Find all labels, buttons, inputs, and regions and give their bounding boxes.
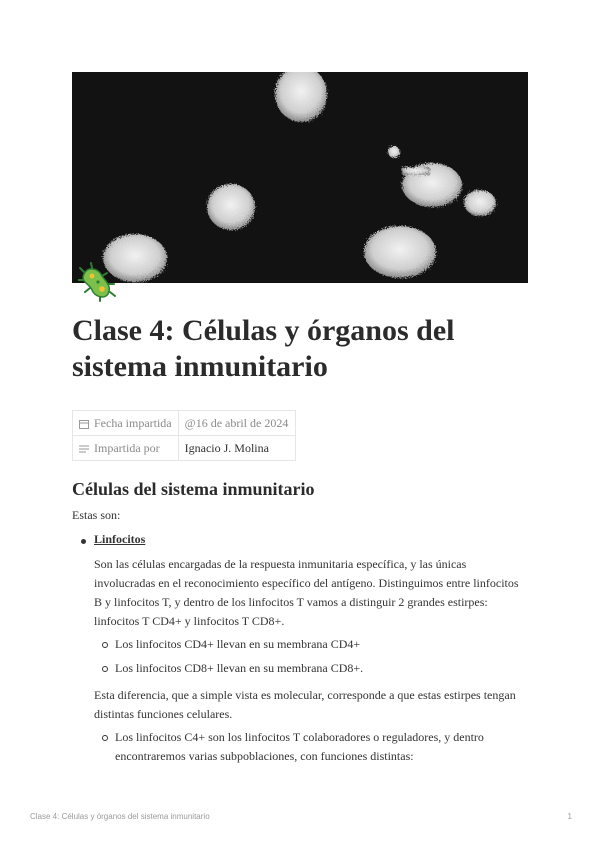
bullet-circle [102, 735, 108, 741]
paragraph-line: Son las células encargadas de la respuesta inmunitaria específica, y las únicas [94, 557, 467, 571]
paragraph-line: linfocitos T CD4+ y linfocitos T CD8+. [94, 614, 285, 628]
property-label: Fecha impartida [94, 415, 172, 430]
page-title: Clase 4: Células y órganos del sistema inmunitario [72, 314, 455, 383]
microscope-cells-image [72, 72, 528, 283]
bullet-circle [102, 642, 108, 648]
property-row [73, 411, 296, 436]
paragraph-line: distintas funciones celulares. [94, 707, 233, 721]
sub-bullet-c4-line: Los linfocitos C4+ son los linfocitos T colaboradores o reguladores, y dentro [115, 730, 484, 744]
microbe-icon [78, 262, 118, 302]
page-number: 1 [567, 812, 572, 821]
sub-bullet-cd4: Los linfocitos CD4+ llevan en su membrana CD4+ [115, 637, 361, 651]
property-value: Ignacio J. Molina [178, 436, 295, 461]
calendar-icon [79, 419, 89, 429]
sub-bullet-cd8: Los linfocitos CD8+ llevan en su membrana CD8+. [115, 661, 364, 675]
property-label: Impartida por [94, 440, 160, 455]
property-row [73, 436, 296, 461]
bullet-circle [102, 666, 108, 672]
sub-bullet-c4-line: encontraremos varias subpoblaciones, con funciones distintas: [115, 749, 414, 763]
paragraph-line: Esta diferencia, que a simple vista es molecular, corresponde a que estas estirpes tengan [94, 688, 516, 702]
text-lines-icon [79, 444, 89, 454]
properties-table [72, 410, 296, 461]
paragraph-line: B y linfocitos T, y dentro de los linfocitos T vamos a distinguir 2 grandes estirpes: [94, 595, 488, 609]
bullet-disc [81, 539, 86, 544]
intro-text: Estas son: [72, 508, 121, 522]
property-value: @16 de abril de 2024 [178, 411, 295, 436]
footer-title: Clase 4: Células y órganos del sistema inmunitario [30, 812, 210, 821]
bullet-linfocitos: Linfocitos [94, 532, 146, 546]
section-heading: Células del sistema inmunitario [72, 479, 315, 499]
cover-image [72, 72, 528, 283]
paragraph-line: involucradas en el reconocimiento específico del antígeno. Distinguimos entre linfocitos [94, 576, 519, 590]
